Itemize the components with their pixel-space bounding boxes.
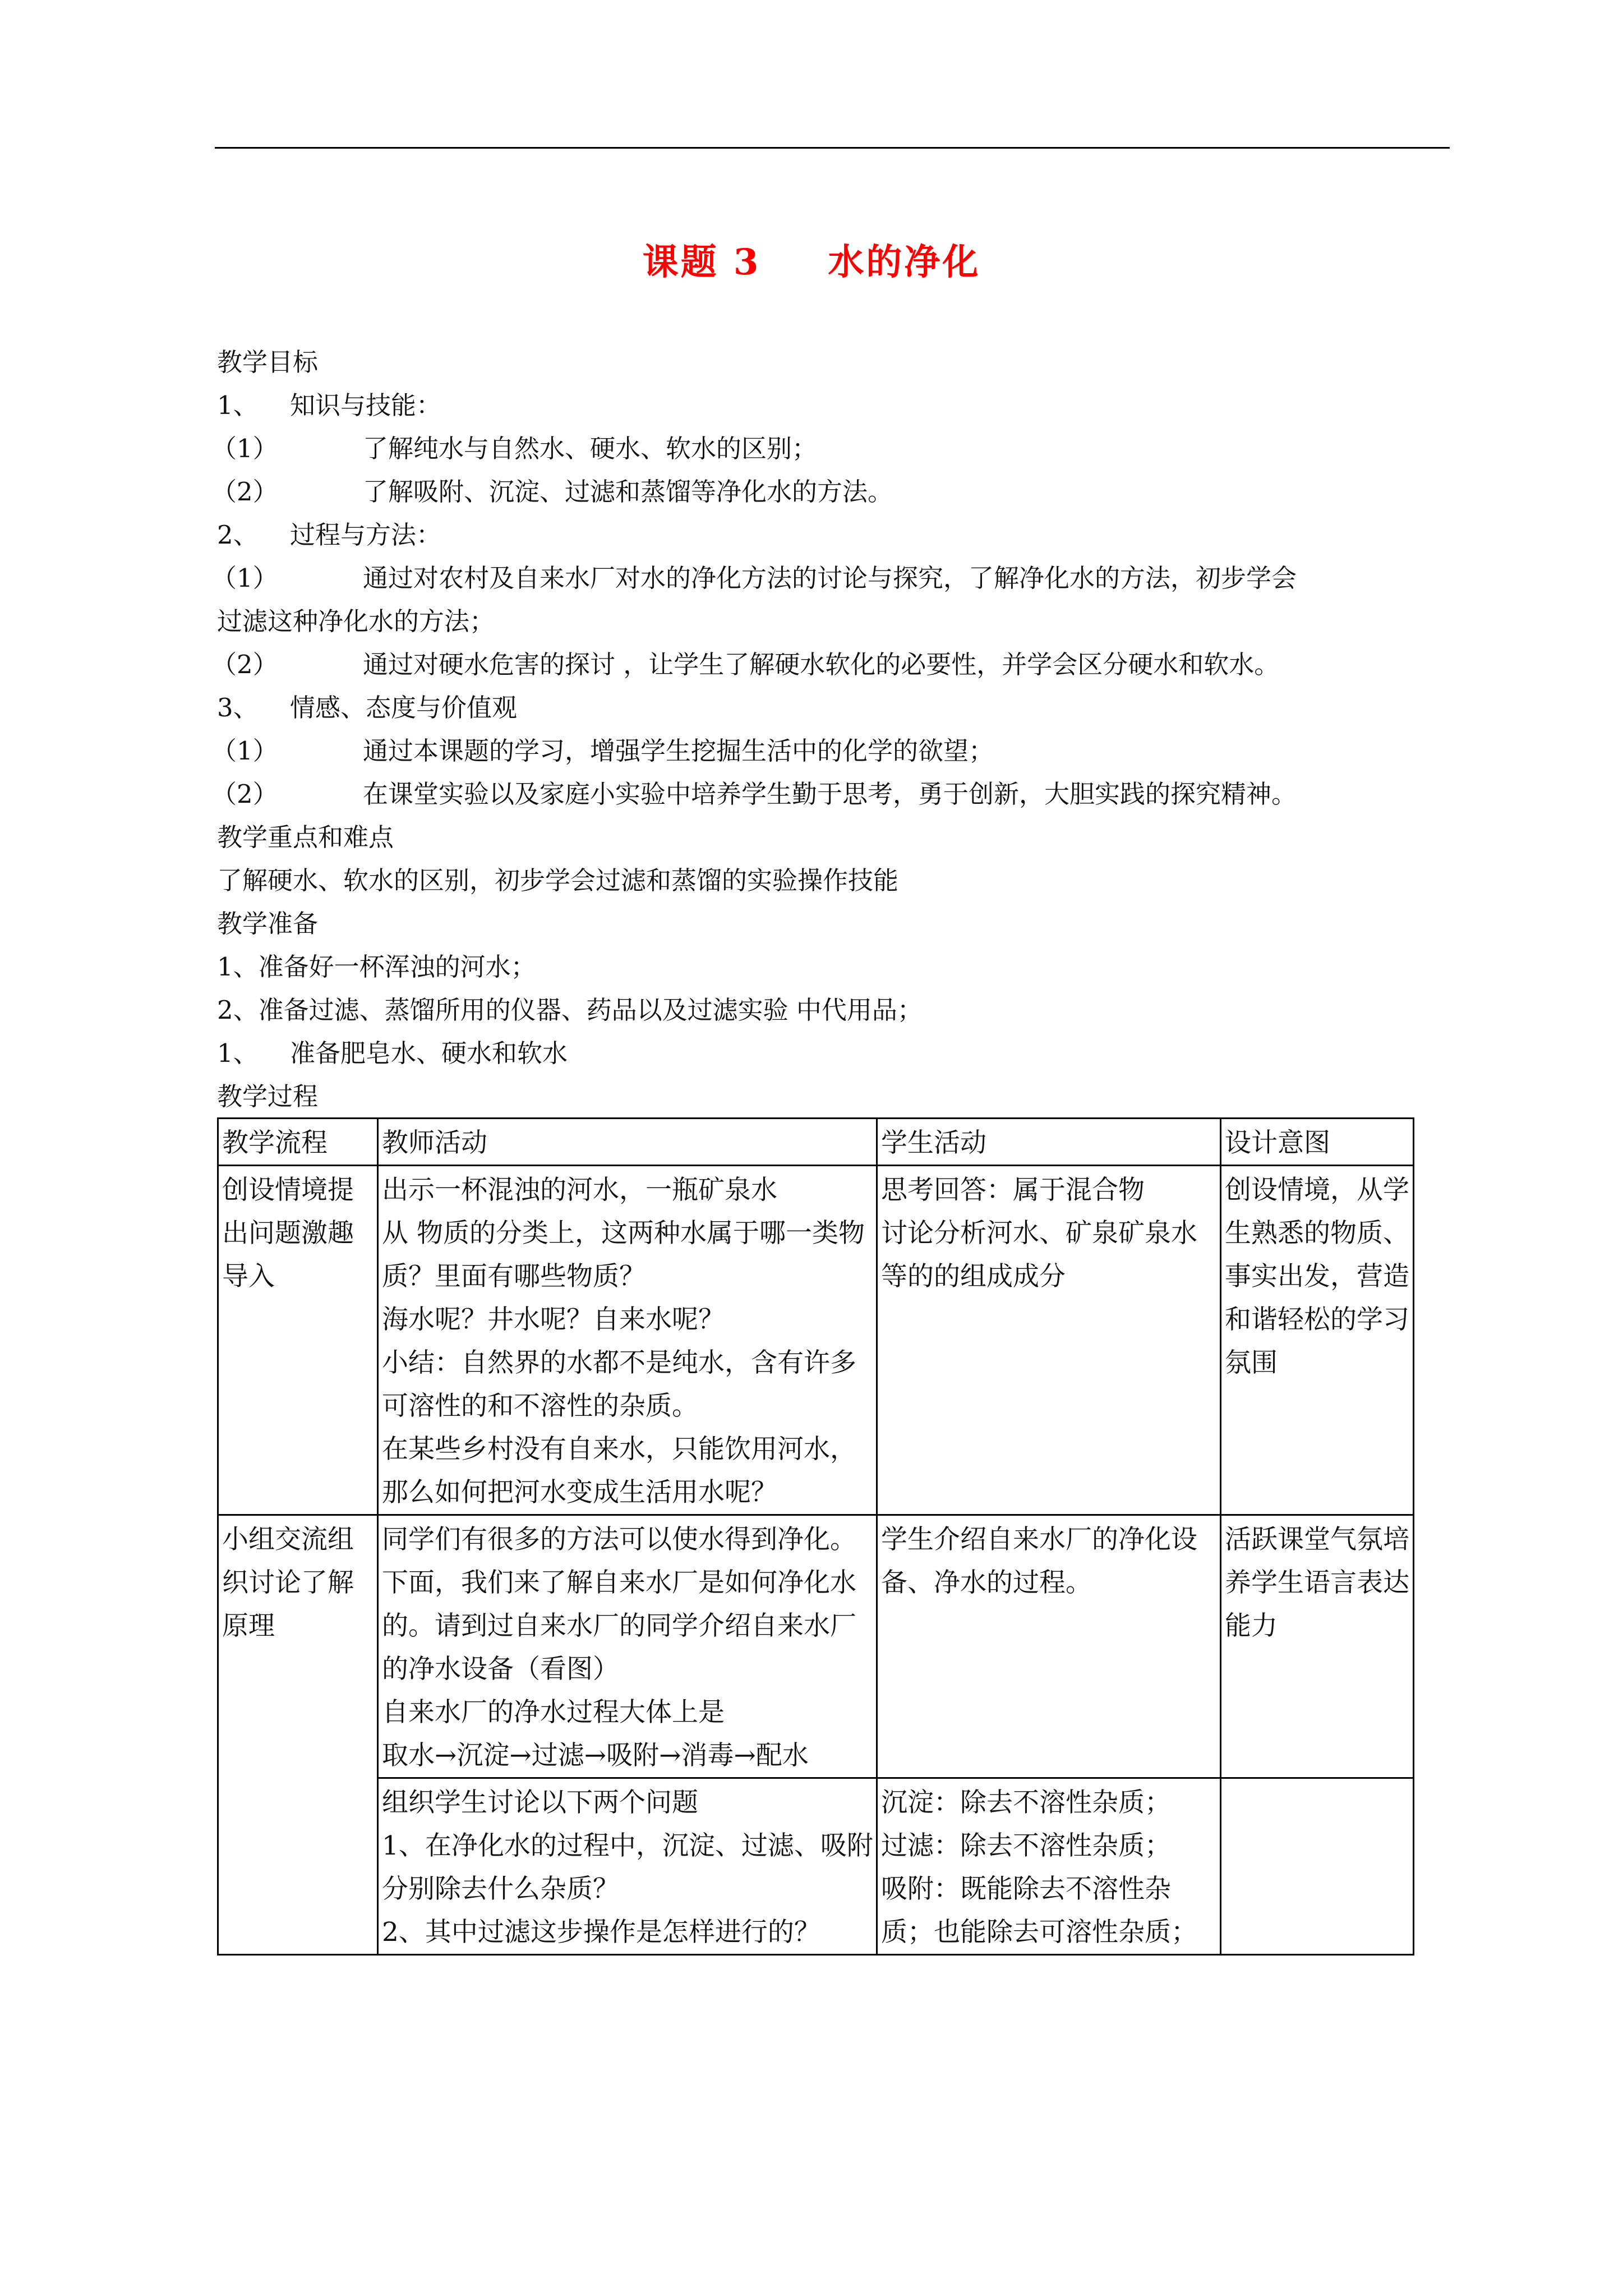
title-lesson-number: 课题 3 xyxy=(642,241,761,283)
design-intent-cell xyxy=(1221,1778,1414,1955)
flow-cell: 创设情境提出问题激趣导入 xyxy=(218,1166,378,1515)
table-row xyxy=(218,1166,1414,1515)
body-line: （2） 通过对硬水危害的探讨 ，让学生了解硬水软化的必要性，并学会区分硬水和软水。 xyxy=(211,650,1280,679)
header-cell-intent: 设计意图 xyxy=(1221,1119,1414,1166)
body-line: 教学目标 xyxy=(217,347,319,377)
teaching-process-table xyxy=(217,1117,1414,1955)
teacher-activity-cell: 组织学生讨论以下两个问题 1、在净化水的过程中，沉淀、过滤、吸附分别除去什么杂质？ 2、其中过滤这步操作是怎样进行的？ xyxy=(378,1778,877,1955)
body-line: 2、 过程与方法： xyxy=(217,520,442,550)
table-row xyxy=(218,1778,1414,1955)
body-line: 1、 知识与技能： xyxy=(217,390,442,420)
teacher-activity-cell: 同学们有很多的方法可以使水得到净化。下面，我们来了解自来水厂是如何净化水的。请到过自来水厂的同学介绍自来水厂的净水设备（看图） 自来水厂的净水过程大体上是 取水→沉淀→过滤→吸附→消毒→配水 xyxy=(378,1515,877,1778)
header-cell-flow: 教学流程 xyxy=(218,1119,378,1166)
body-line: （1） 了解纯水与自然水、硬水、软水的区别； xyxy=(211,434,818,463)
student-activity-cell: 学生介绍自来水厂的净化设备、净水的过程。 xyxy=(877,1515,1221,1778)
document-body xyxy=(211,341,1451,1118)
body-line: 2、准备过滤、蒸馏所用的仪器、药品以及过滤实验 中代用品； xyxy=(217,995,923,1025)
flow-cell: 小组交流组织讨论了解原理 xyxy=(218,1515,378,1955)
design-intent-cell: 活跃课堂气氛培养学生语言表达能力 xyxy=(1221,1515,1414,1778)
body-line: 1、 准备肥皂水、硬水和软水 xyxy=(217,1038,568,1068)
body-line: （2） 了解吸附、沉淀、过滤和蒸馏等净化水的方法。 xyxy=(211,477,893,507)
body-line: （1） 通过本课题的学习，增强学生挖掘生活中的化学的欲望； xyxy=(211,736,994,766)
body-line: 过滤这种净化水的方法； xyxy=(217,606,495,636)
student-activity-cell: 沉淀：除去不溶性杂质； 过滤：除去不溶性杂质； 吸附：既能除去不溶性杂质；也能除去可溶性杂质； xyxy=(877,1778,1221,1955)
header-rule xyxy=(215,147,1450,149)
table-row xyxy=(218,1515,1414,1778)
body-line: 教学重点和难点 xyxy=(217,822,394,852)
document-title xyxy=(0,234,1623,291)
design-intent-cell: 创设情境，从学生熟悉的物质、事实出发，营造和谐轻松的学习氛围 xyxy=(1221,1166,1414,1515)
body-line: 1、准备好一杯浑浊的河水； xyxy=(217,952,536,982)
header-cell-teacher: 教师活动 xyxy=(378,1119,877,1166)
body-line: 教学过程 xyxy=(217,1082,319,1111)
teacher-activity-cell: 出示一杯混浊的河水，一瓶矿泉水 从 物质的分类上，这两种水属于哪一类物质？里面有哪些物质？ 海水呢？井水呢？自来水呢？ 小结：自然界的水都不是纯水，含有许多可溶性的和不溶性的杂质。 在某些乡村没有自来水，只能饮用河水，那么如何把河水变成生活用水呢？ xyxy=(378,1166,877,1515)
body-line: （2） 在课堂实验以及家庭小实验中培养学生勤于思考，勇于创新，大胆实践的探究精神。 xyxy=(211,779,1297,809)
header-cell-student: 学生活动 xyxy=(877,1119,1221,1166)
student-activity-cell: 思考回答：属于混合物 讨论分析河水、矿泉矿泉水等的的组成成分 xyxy=(877,1166,1221,1515)
table-header-row xyxy=(218,1119,1414,1166)
body-line: 教学准备 xyxy=(217,909,319,938)
body-line: 3、 情感、态度与价值观 xyxy=(217,693,518,723)
body-line: （1） 通过对农村及自来水厂对水的净化方法的讨论与探究，了解净化水的方法，初步学会 xyxy=(211,563,1297,593)
title-topic: 水的净化 xyxy=(828,241,981,283)
body-line: 了解硬水、软水的区别，初步学会过滤和蒸馏的实验操作技能 xyxy=(217,866,899,895)
